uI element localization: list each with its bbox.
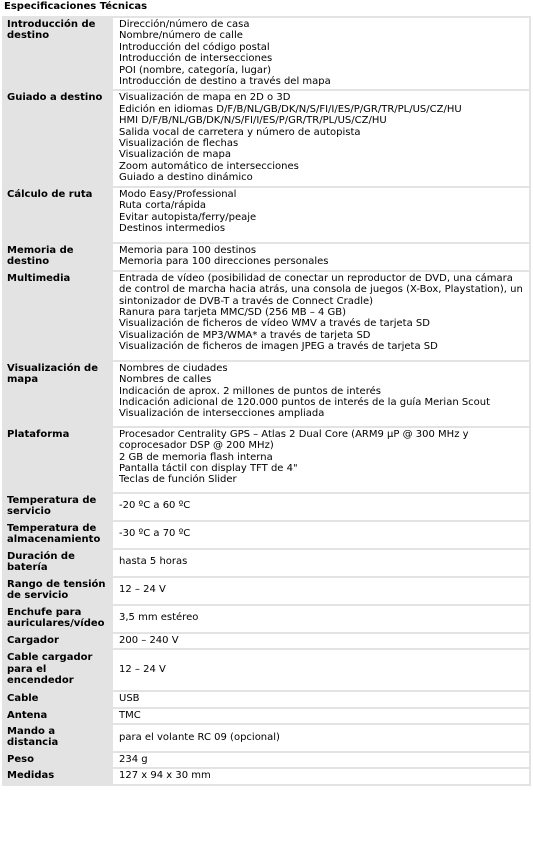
- spec-value: [113, 91, 529, 185]
- spec-value: [113, 692, 529, 706]
- spec-value-line: Introducción de destino a través del mapa: [119, 76, 331, 88]
- spec-value-line: Teclas de función Slider: [119, 474, 237, 486]
- spec-row: [4, 18, 529, 89]
- spec-value-line: HMI D/F/B/NL/GB/DK/N/S/FI/I/ES/P/GR/TR/PL/US/CZ/HU: [119, 115, 387, 127]
- spec-value: [113, 244, 529, 270]
- spec-label: Enchufe para auriculares/vídeo: [4, 606, 111, 632]
- spec-value-line: 12 – 24 V: [119, 584, 166, 596]
- spec-row: [4, 428, 529, 492]
- spec-value-line: Visualización de MP3/WMA* a través de tarjeta SD: [119, 329, 371, 341]
- spec-label: Visualización de mapa: [4, 362, 111, 426]
- spec-value-line: Memoria para 100 destinos: [119, 244, 257, 256]
- spec-label: Cargador: [4, 634, 111, 648]
- spec-label: Memoria de destino: [4, 244, 111, 270]
- spec-row: [4, 522, 529, 548]
- spec-value-line: Guiado a destino dinámico: [119, 172, 253, 184]
- spec-label: Antena: [4, 709, 111, 723]
- spec-value-line: Zoom automático de intersecciones: [119, 160, 299, 172]
- spec-value-line: 234 g: [119, 753, 148, 765]
- spec-value-line: Procesador Centrality GPS – Atlas 2 Dual Core (ARM9 µP @ 300 MHz y coprocesador DSP @ 200 MHz): [119, 428, 469, 452]
- spec-value-line: Evitar autopista/ferry/peaje: [119, 211, 257, 223]
- spec-row: [4, 692, 529, 706]
- spec-row: [4, 494, 529, 520]
- spec-value-line: Ruta corta/rápida: [119, 200, 207, 212]
- spec-value-line: 200 – 240 V: [119, 634, 179, 646]
- spec-row: [4, 91, 529, 185]
- spec-label: Cable cargador para el encendedor: [4, 650, 111, 690]
- spec-row: [4, 634, 529, 648]
- spec-value: [113, 650, 529, 690]
- spec-label: Peso: [4, 753, 111, 767]
- spec-value: [113, 550, 529, 576]
- spec-label: Multimedia: [4, 272, 111, 360]
- spec-value: [113, 634, 529, 648]
- spec-value: [113, 725, 529, 751]
- spec-value-line: Visualización de mapa en 2D o 3D: [119, 92, 291, 104]
- spec-label: Temperatura de servicio: [4, 494, 111, 520]
- spec-row: [4, 769, 529, 783]
- spec-label: Plataforma: [4, 428, 111, 492]
- spec-value: [113, 522, 529, 548]
- spec-value-line: Nombres de calles: [119, 374, 212, 386]
- spec-label: Medidas: [4, 769, 111, 783]
- spec-value-line: Introducción de intersecciones: [119, 53, 273, 65]
- spec-value-line: Introducción del código postal: [119, 41, 270, 53]
- spec-value-line: Visualización de ficheros de vídeo WMV a través de tarjeta SD: [119, 318, 430, 330]
- spec-value-line: Nombres de ciudades: [119, 362, 228, 374]
- spec-value-line: TMC: [119, 709, 141, 721]
- spec-value-line: Visualización de flechas: [119, 138, 239, 150]
- spec-value-line: Dirección/número de casa: [119, 19, 250, 30]
- spec-value-line: para el volante RC 09 (opcional): [119, 731, 280, 743]
- spec-value-line: Visualización de intersecciones ampliada: [119, 408, 325, 420]
- spec-row: [4, 244, 529, 270]
- spec-value: [113, 709, 529, 723]
- spec-value-line: Pantalla táctil con display TFT de 4": [119, 462, 298, 474]
- spec-value: [113, 428, 529, 492]
- spec-value-line: Entrada de vídeo (posibilidad de conectar un reproductor de DVD, una cámara de control de marcha hacia atrás, una consola de juegos (X-Box, Playstation), un sintonizador de DVB-T a través de Connect Cradle): [119, 272, 523, 307]
- spec-value: [113, 494, 529, 520]
- spec-value: [113, 769, 529, 783]
- spec-value-line: Nombre/número de calle: [119, 30, 243, 42]
- spec-row: [4, 606, 529, 632]
- spec-value-line: -30 ºC a 70 ºC: [119, 528, 191, 540]
- spec-row: [4, 362, 529, 426]
- spec-value: [113, 188, 529, 242]
- spec-value-line: Modo Easy/Professional: [119, 188, 237, 200]
- spec-label: Rango de tensión de servicio: [4, 578, 111, 604]
- spec-row: [4, 272, 529, 360]
- spec-row: [4, 578, 529, 604]
- spec-value: [113, 606, 529, 632]
- spec-row: [4, 753, 529, 767]
- spec-value-line: hasta 5 horas: [119, 556, 188, 568]
- spec-label: Temperatura de almacenamiento: [4, 522, 111, 548]
- spec-value-line: Memoria para 100 direcciones personales: [119, 256, 329, 268]
- spec-label: Introducción de destino: [4, 18, 111, 89]
- spec-label: Mando a distancia: [4, 725, 111, 751]
- spec-row: [4, 725, 529, 751]
- spec-value-line: Indicación adicional de 120.000 puntos de interés de la guía Merian Scout: [119, 396, 491, 408]
- spec-value-line: Ranura para tarjeta MMC/SD (256 MB – 4 GB): [119, 306, 347, 318]
- spec-label: Cálculo de ruta: [4, 188, 111, 242]
- specs-table: [2, 16, 531, 786]
- spec-value-line: USB: [119, 693, 140, 705]
- spec-value-line: Visualización de ficheros de imagen JPEG a través de tarjeta SD: [119, 341, 438, 353]
- spec-value-line: -20 ºC a 60 ºC: [119, 500, 191, 512]
- spec-value-line: Salida vocal de carretera y número de autopista: [119, 126, 361, 138]
- spec-value-line: Visualización de mapa: [119, 149, 231, 161]
- spec-row: [4, 550, 529, 576]
- spec-value: [113, 578, 529, 604]
- spec-value-line: Edición en idiomas D/F/B/NL/GB/DK/N/S/FI/I/ES/P/GR/TR/PL/US/CZ/HU: [119, 103, 462, 115]
- spec-value-line: Destinos intermedios: [119, 222, 226, 234]
- spec-row: [4, 650, 529, 690]
- spec-value-line: Indicación de aprox. 2 millones de puntos de interés: [119, 385, 381, 397]
- spec-value: [113, 272, 529, 360]
- spec-value-line: 127 x 94 x 30 mm: [119, 770, 211, 782]
- spec-value: [113, 753, 529, 767]
- spec-label: Duración de batería: [4, 550, 111, 576]
- spec-row: [4, 188, 529, 242]
- spec-label: Cable: [4, 692, 111, 706]
- spec-value: [113, 362, 529, 426]
- spec-value: [113, 18, 529, 89]
- spec-row: [4, 709, 529, 723]
- spec-label: Guiado a destino: [4, 91, 111, 185]
- spec-value-line: POI (nombre, categoría, lugar): [119, 64, 272, 76]
- spec-value-line: 12 – 24 V: [119, 663, 166, 675]
- page-title: Especificaciones Técnicas: [4, 1, 148, 12]
- spec-value-line: 2 GB de memoria flash interna: [119, 451, 273, 463]
- spec-value-line: 3,5 mm estéreo: [119, 612, 199, 624]
